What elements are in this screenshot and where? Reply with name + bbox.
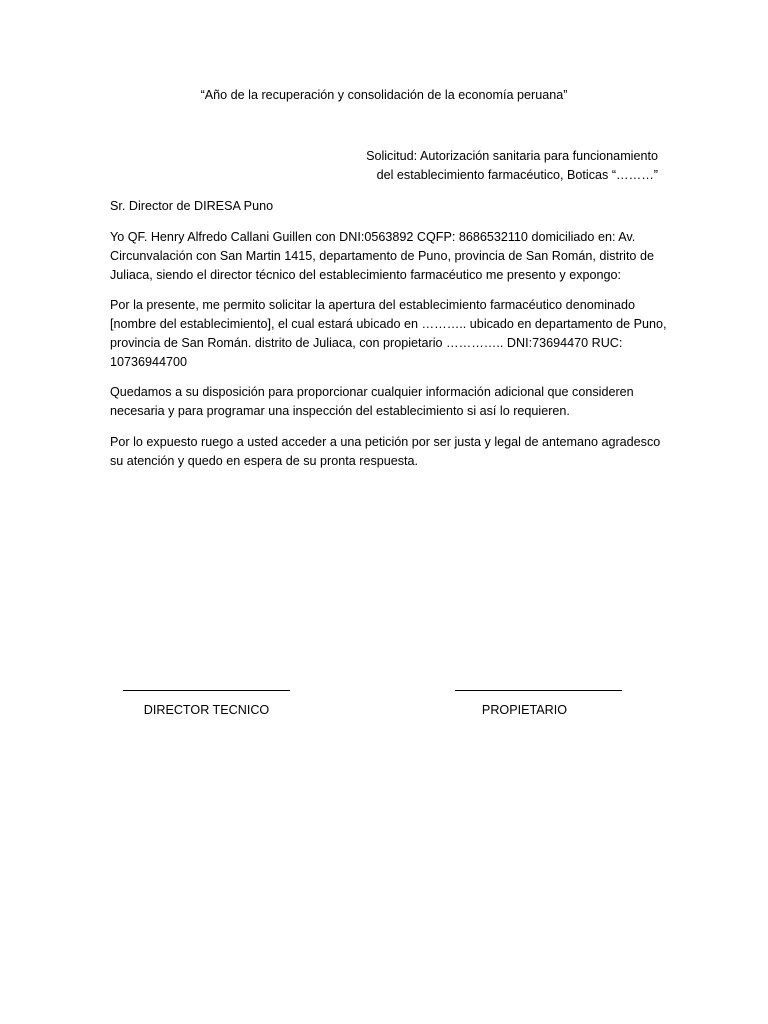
addressee: Sr. Director de DIRESA Puno	[110, 199, 274, 213]
paragraph-request: Por la presente, me permito solicitar la apertura del establecimiento farmacéutico denominado [nombre del establecimiento], el cual estará ubicado en ……….. ubicado en departamento de Puno, provincia de San Román. distrito de Juliaca, con propietario ………….. DNI:73694470 RUC: 10736944700	[110, 298, 667, 369]
signature-line-left	[123, 690, 290, 691]
signature-label-owner: PROPIETARIO	[481, 703, 568, 717]
request-subject-line-2: del establecimiento farmacéutico, Boticas “………”	[376, 168, 658, 182]
request-subject-line-1: Solicitud: Autorización sanitaria para funcionamiento	[366, 149, 658, 163]
paragraph-closing: Por lo expuesto ruego a usted acceder a una petición por ser justa y legal de antemano agradesco su atención y quedo en espera de su pronta respuesta.	[110, 435, 661, 468]
paragraph-introduction: Yo QF. Henry Alfredo Callani Guillen con DNI:0563892 CQFP: 8686532110 domiciliado en: Av. Circunvalación con San Martin 1415, departamento de Puno, provincia de San Román, distrito de Juliaca, siendo el director técnico del establecimiento farmacéutico me presento y expongo:	[110, 230, 654, 282]
signature-line-right	[455, 690, 622, 691]
document-motto: “Año de la recuperación y consolidación de la economía peruana”	[200, 88, 568, 102]
signature-label-director: DIRECTOR TECNICO	[143, 703, 270, 717]
paragraph-availability: Quedamos a su disposición para proporcionar cualquier información adicional que consideren necesaria y para programar una inspección del establecimiento si así lo requieren.	[110, 385, 634, 418]
